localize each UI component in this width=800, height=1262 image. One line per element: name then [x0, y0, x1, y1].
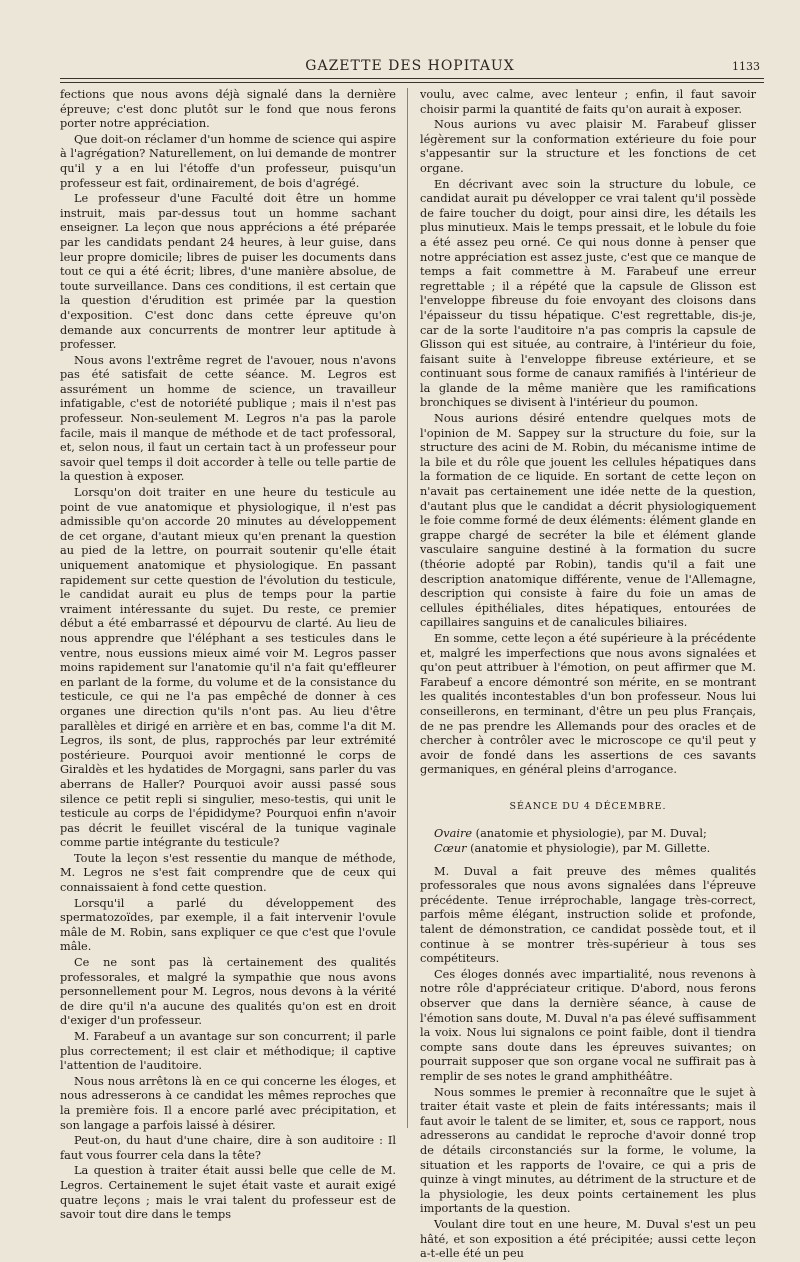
paragraph: M. Farabeuf a un avantage sur son concurrent; il parle plus correctement; il est clair et méthodique; il captive l'attention de l'auditoire. [60, 1030, 396, 1073]
paragraph: Ces éloges donnés avec impartialité, nous revenons à notre rôle d'appréciateur critique. D'abord, nous ferons observer que dans la dernière séance, à cause de l'émotion sans doute, M. Duval n'a pas élevé suffisamment la voix. Nous lui signalons ce point faible, dont il tiendra compte sans doute dans les épreuves suivantes; on pourrait supposer que son organe vocal ne suffirait pas à remplir de ses notes le grand amphithéâtre. [420, 967, 756, 1083]
paragraph: Lorsqu'on doit traiter en une heure du testicule au point de vue anatomique et physiologique, il n'est pas admissible qu'on accorde 20 minutes au développement de cet organe, d'autant mieux qu'en prenant la question au pied de la lettre, on pourrait soutenir qu'elle était uniquement anatomique et physiologique. En passant rapidement sur cette question de l'évolution du testicule, le candidat aurait eu plus de temps pour la partie vraiment intéressante du sujet. Du reste, ce premier début a été embarrassé et dépourvu de clarté. Au lieu de nous apprendre que l'éléphant a ses testicules dans le ventre, nous eussions mieux aimé voir M. Legros passer moins rapidement sur l'anatomie qu'il n'a fait qu'effleurer en parlant de la forme, du volume et de la consistance du testicule, ce qui ne l'a pas empêché de donner à ces organes une direction qu'ils n'ont pas. Au lieu d'être parallèles et dirigé en arrière et en bas, comme l'a dit M. Legros, ils sont, de plus, rapprochés par leur extrémité postérieure. Pourquoi avoir mentionné le corps de Giraldès et les hydatides de Morgagni, sans parler du vas aberrans de Haller? Pourquoi avoir aussi passé sous silence ce petit repli si singulier, meso-testis, qui unit le testicule au corps de l'épididyme? Pourquoi enfin n'avoir pas décrit le feuillet viscéral de la tunique vaginale comme partie intégrante du testicule? [60, 486, 396, 850]
paragraph: Nous sommes le premier à reconnaître que le sujet à traiter était vaste et plein de faits intéressants; mais il faut avoir le talent de se limiter, et, sous ce rapport, nous adresserons au candidat le reproche d'avoir donné trop de détails circonstanciés sur la forme, le volume, la situation et les rapports de l'ovaire, ce qui a pris de quinze à vingt minutes, au détriment de la structure et de la physiologie, les deux points certainement les plus importants de la question. [420, 1085, 756, 1216]
paragraph: Nous avons l'extrême regret de l'avouer, nous n'avons pas été satisfait de cette séance. M. Legros est assurément un homme de science, un travailleur infatigable, c'est de notoriété publique ; mais il n'est pas professeur. Non-seulement M. Legros n'a pas la parole facile, mais il manque de méthode et de tact professoral, et, selon nous, il faut un certain tact à un professeur pour savoir quel temps il doit accorder à telle ou telle partie de la question à exposer. [60, 353, 396, 484]
paragraph: M. Duval a fait preuve des mêmes qualités professorales que nous avons signalées dans l'épreuve précédente. Tenue irréprochable, langage très-correct, parfois même élégant, instruction solide et profonde, talent de démonstration, ce candidat possède tout, et il continue à se montrer très-supérieur à tous ses compétiteurs. [420, 864, 756, 966]
paragraph: fections que nous avons déjà signalé dans la dernière épreuve; c'est donc plutôt sur le fond que nous ferons porter notre appréciation. [60, 88, 396, 131]
subject-detail: (anatomie et physiologie), par M. Duval; [472, 826, 707, 840]
paragraph: voulu, avec calme, avec lenteur ; enfin, il faut savoir choisir parmi la quantité de faits qu'on aurait à exposer. [420, 88, 756, 116]
column-divider [407, 88, 408, 1128]
publication-title: GAZETTE DES HOPITAUX [305, 58, 515, 74]
paragraph: Nous aurions vu avec plaisir M. Farabeuf glisser légèrement sur la conformation extérieure du foie pour s'appesantir sur la structure et les fonctions de cet organe. [420, 118, 756, 175]
paragraph: Peut-on, du haut d'une chaire, dire à son auditoire : Il faut vous fourrer cela dans la tête? [60, 1134, 396, 1162]
header-rule [60, 78, 764, 79]
subject-detail: (anatomie et physiologie), par M. Gillette. [466, 842, 711, 856]
section-heading: SÉANCE DU 4 DÉCEMBRE. [509, 800, 667, 812]
paragraph: Ce ne sont pas là certainement des qualités professorales, et malgré la sympathie que nous avons personnellement pour M. Legros, nous devons à la vérité de dire qu'il n'a aucune des qualités qu'on est en droit d'exiger d'un professeur. [60, 956, 396, 1028]
session-subject [420, 827, 756, 842]
subject-topic: Cœur [434, 842, 467, 856]
paragraph: En somme, cette leçon a été supérieure à la précédente et, malgré les imperfections que nous avons signalées et qu'on peut attribuer à l'émotion, on peut affirmer que M. Farabeuf a encore démontré son mérite, en se montrant les qualités incontestables d'un bon professeur. Nous lui conseillerons, en terminant, d'être un peu plus Français, de ne pas prendre les Allemands pour des oracles et de chercher à contrôler avec le microscope ce qu'il peut y avoir de fondé dans les assertions de ces savants germaniques, en général pleins d'arrogance. [420, 631, 756, 777]
paragraph: Le professeur d'une Faculté doit être un homme instruit, mais par-dessus tout un homme sachant enseigner. La leçon que nous apprécions a été préparée par les candidats pendant 24 heures, à leur guise, dans leur propre domicile; libres de puiser les documents dans tout ce qui a été écrit; libres, d'une manière absolue, de toute surveillance. Dans ces conditions, il est certain que la question d'érudition est primée par la question d'exposition. C'est donc dans cette épreuve qu'on demande aux concurrents de montrer leur aptitude à professer. [60, 192, 396, 352]
right-column [420, 88, 756, 1262]
paragraph: Lorsqu'il a parlé du développement des spermatozoïdes, par exemple, il a fait intervenir l'ovule mâle de M. Robin, sans expliquer ce que c'est que l'ovule mâle. [60, 896, 396, 954]
header-rule-secondary [60, 82, 764, 83]
paragraph: Que doit-on réclamer d'un homme de science qui aspire à l'agrégation? Naturellement, on lui demande de montrer qu'il y a en lui l'étoffe d'un professeur, puisqu'un professeur est fait, ordinairement, de bois d'agrégé. [60, 132, 396, 190]
paragraph: En décrivant avec soin la structure du lobule, ce candidat aurait pu développer ce vrai talent qu'il possède de faire toucher du doigt, pour ainsi dire, les détails les plus minutieux. Mais le temps pressait, et le lobule du foie a été assez peu orné. Ce qui nous donne à penser que notre appréciation est assez juste, c'est que ce manque de temps a fait commettre à M. Farabeuf une erreur regrettable ; il a répété que la capsule de Glisson est l'enveloppe fibreuse du foie envoyant des cloisons dans l'épaisseur du tissu hépatique. C'est regrettable, dis-je, car de la sorte l'auditoire n'a pas compris la capsule de Glisson qui est située, au contraire, à l'intérieur du foie, faisant suite à l'enveloppe fibreuse extérieure, et se continuant sous forme de canaux ramifiés à l'intérieur de la glande de la même manière que les ramifications bronchiques se divisent à l'intérieur du poumon. [420, 177, 756, 410]
subject-topic: Ovaire [434, 826, 473, 840]
paragraph: Nous nous arrêtons là en ce qui concerne les éloges, et nous adresserons à ce candidat les mêmes reproches que la première fois. Il a encore parlé avec précipitation, et son langage a parfois laissé à désirer. [60, 1074, 396, 1132]
paragraph: Toute la leçon s'est ressentie du manque de méthode, M. Legros ne s'est fait comprendre que de ceux qui connaissaient à fond cette question. [60, 851, 396, 895]
session-subject [420, 842, 756, 857]
page-number: 1133 [732, 60, 760, 73]
paragraph: La question à traiter était aussi belle que celle de M. Legros. Certainement le sujet était vaste et aurait exigé quatre leçons ; mais le vrai talent du professeur est de savoir tout dire dans le temps [60, 1164, 396, 1222]
page-header [60, 58, 760, 80]
left-column [60, 88, 396, 1223]
paragraph: Voulant dire tout en une heure, M. Duval s'est un peu hâté, et son exposition a été précipitée; aussi cette leçon a-t-elle été un peu [420, 1217, 756, 1261]
paragraph: Nous aurions désiré entendre quelques mots de l'opinion de M. Sappey sur la structure du foie, sur la structure des acini de M. Robin, du mécanisme intime de la bile et du rôle que jouent les cellules hépatiques dans la formation de ce liquide. En sortant de cette leçon on n'avait pas certainement une idée nette de la question, d'autant plus que le candidat a décrit physiologiquement le foie comme formé de deux éléments: élément glande en grappe chargé de secréter la bile et élément glande vasculaire sanguine destiné à la formation du sucre (théorie adopté par Robin), tandis qu'il a fait une description anatomique différente, venue de l'Allemagne, description qui consiste à faire du foie un amas de cellules épithéliales, dites hépatiques, entourées de capillaires sanguins et de canalicules biliaires. [420, 412, 756, 630]
